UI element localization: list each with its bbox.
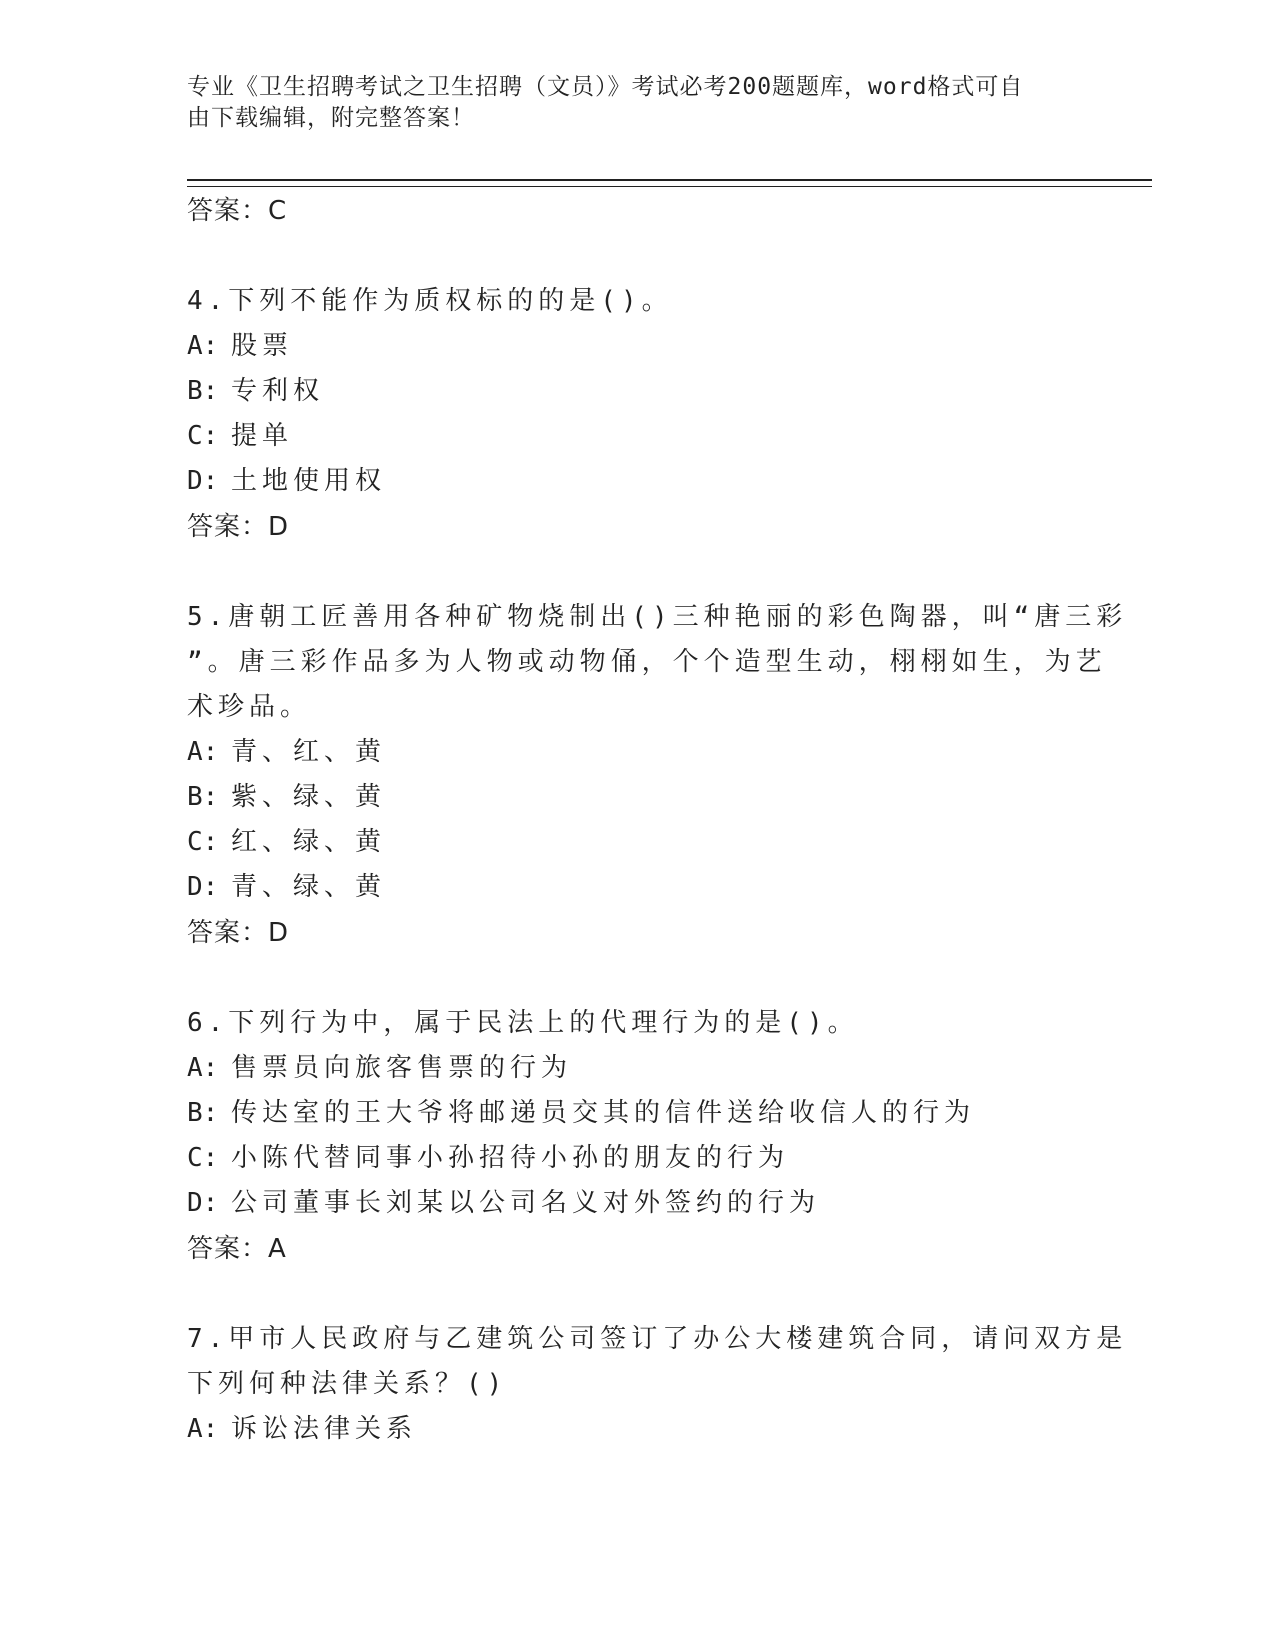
question-stem-line: 术珍品。: [187, 692, 312, 722]
option-text: 青、红、黄: [231, 737, 387, 767]
question-stem-line: 6.下列行为中，属于民法上的代理行为的是()。: [187, 1008, 859, 1038]
answer-line: 答案：D: [187, 918, 290, 948]
option-letter: B:: [187, 782, 219, 812]
header-divider: [187, 179, 1152, 187]
option-text: 传达室的王大爷将邮递员交其的信件送给收信人的行为: [231, 1098, 976, 1128]
question-5: [187, 595, 1128, 956]
option-d: [187, 865, 1067, 910]
option-b: [187, 775, 1067, 820]
page-header: [187, 72, 1067, 134]
option-a: [187, 730, 1067, 775]
question-spacer: [187, 1272, 1067, 1317]
option-letter: D:: [187, 1188, 219, 1218]
option-letter: A:: [187, 1053, 219, 1083]
option-a: [187, 1046, 1067, 1091]
option-c: [187, 1136, 1067, 1181]
option-letter: C:: [187, 1143, 219, 1173]
option-letter: A:: [187, 331, 219, 361]
option-c: [187, 820, 1067, 865]
option-letter: C:: [187, 421, 219, 451]
answer-line: 答案：A: [187, 1234, 287, 1264]
option-letter: D:: [187, 466, 219, 496]
answer-line: 答案：C: [187, 196, 288, 226]
question-6: [187, 1001, 1067, 1272]
option-letter: B:: [187, 1098, 219, 1128]
option-b: [187, 369, 1067, 414]
option-a: [187, 324, 1067, 369]
option-d: [187, 1181, 1067, 1226]
question-stem-line: 下列何种法律关系？(): [187, 1369, 508, 1399]
option-text: 红、绿、黄: [231, 827, 387, 857]
option-letter: D:: [187, 872, 219, 902]
question-4: [187, 279, 1067, 550]
option-letter: A:: [187, 1414, 219, 1444]
answer-line: 答案：D: [187, 512, 290, 542]
option-text: 诉讼法律关系: [231, 1414, 418, 1444]
question-stem-line: 4.下列不能作为质权标的的是()。: [187, 286, 673, 316]
option-text: 售票员向旅客售票的行为: [231, 1053, 573, 1083]
option-letter: B:: [187, 376, 219, 406]
document-body: [187, 188, 1128, 1452]
option-d: [187, 459, 1067, 504]
option-c: [187, 414, 1067, 459]
header-line-1: 专业《卫生招聘考试之卫生招聘（文员）》考试必考200题题库，word格式可自: [187, 74, 1024, 100]
question-spacer: [187, 956, 1067, 1001]
option-text: 提单: [231, 421, 294, 451]
option-text: 股票: [231, 331, 294, 361]
option-letter: C:: [187, 827, 219, 857]
question-stem-line: 7.甲市人民政府与乙建筑公司签订了办公大楼建筑合同，请问双方是: [187, 1324, 1128, 1354]
option-letter: A:: [187, 737, 219, 767]
option-b: [187, 1091, 1067, 1136]
header-line-2: 由下载编辑，附完整答案！: [187, 105, 475, 131]
option-text: 公司董事长刘某以公司名义对外签约的行为: [231, 1188, 821, 1218]
option-text: 专利权: [231, 376, 325, 406]
question-spacer: [187, 234, 1067, 279]
question-stem-line: ”。唐三彩作品多为人物或动物俑，个个造型生动，栩栩如生，为艺: [187, 647, 1107, 677]
option-a: [187, 1407, 1067, 1452]
question-spacer: [187, 550, 1067, 595]
option-text: 紫、绿、黄: [231, 782, 387, 812]
option-text: 青、绿、黄: [231, 872, 387, 902]
question-stem-line: 5.唐朝工匠善用各种矿物烧制出()三种艳丽的彩色陶器，叫“唐三彩: [187, 602, 1128, 632]
option-text: 小陈代替同事小孙招待小孙的朋友的行为: [231, 1143, 790, 1173]
option-text: 土地使用权: [231, 466, 387, 496]
question-7: [187, 1317, 1128, 1452]
